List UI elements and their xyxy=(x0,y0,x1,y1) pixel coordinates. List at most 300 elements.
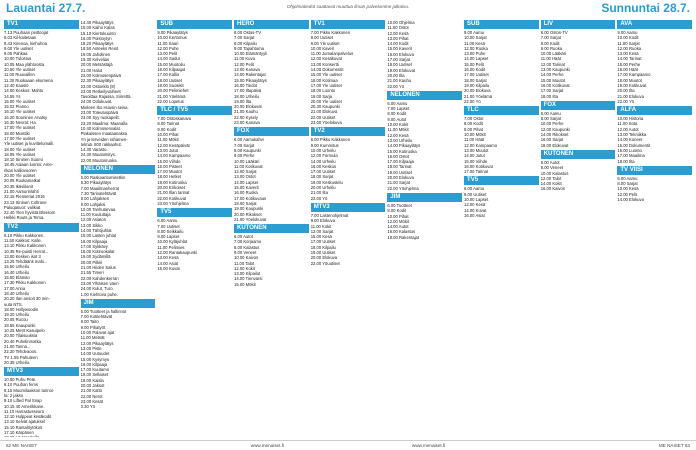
program-listing: 16.00 Sarjat xyxy=(540,137,564,143)
program-listing: 12.00 Pelit xyxy=(617,191,638,197)
program-listing: 13.00 Puhe xyxy=(464,51,486,57)
program-listing: 19.30 Kelvelias xyxy=(80,57,110,63)
program-listing: 9.00 Ruoka xyxy=(540,45,563,51)
program-listing: 20.00 Urheilu xyxy=(310,185,336,191)
program-listing: 23.00 Kesät xyxy=(80,398,104,404)
program-listing: 12.00 Kesäkuvat xyxy=(310,56,342,62)
page-number-right: 63 xyxy=(684,443,690,448)
program-listing: 16.30 Nevrat: Ha xyxy=(4,120,36,126)
program-listing: 11.00 Kuva xyxy=(234,56,255,62)
program-column xyxy=(157,20,232,437)
program-listing: 11.00 Kuuluttaja xyxy=(80,212,111,218)
program-listing: 8.00 Kodit xyxy=(540,40,560,46)
program-listing: 7.00 Sarjat xyxy=(540,35,561,41)
program-listing: 16.00 Pisteet xyxy=(157,163,182,169)
channel-block xyxy=(541,101,616,148)
channel-block xyxy=(157,20,232,104)
program-listing: 10.35 Re-puisti Herrat... xyxy=(4,248,49,254)
program-listing: 13.00 Pihat xyxy=(387,35,409,41)
program-listing: 16.00 Kotikuvat xyxy=(540,82,570,88)
program-listing: 7.13 Puuhaan peittoojat xyxy=(4,30,49,35)
program-listing: 18.00 Muistiki xyxy=(4,130,30,136)
program-listing: 12.00 Formula xyxy=(310,153,338,159)
program-listing: 6.00 Aamu xyxy=(157,218,178,224)
program-listing: 11.10 Harrastusseura xyxy=(4,408,44,414)
program-listing: 8.00 Tarinat xyxy=(157,121,180,127)
program-listing: 12.00 Kokit xyxy=(234,265,255,271)
program-listing: 8.00 Kodit xyxy=(387,111,407,117)
program-listing: 18.00 Kotiruokalat xyxy=(80,249,115,255)
program-listing: 17.00 Maailma xyxy=(617,153,645,159)
program-listing: 15.00 Viihde xyxy=(157,158,181,164)
program-listing: 12.00 Tarinat xyxy=(540,61,565,67)
program-listing: 18.00 Elokuvat xyxy=(540,142,569,148)
program-listing: 20.00 Elokuva xyxy=(310,255,338,261)
program-listing: 21.00 Kauhu xyxy=(234,109,258,115)
channel-block xyxy=(157,208,232,271)
program-listing: 18.00 Sarjat xyxy=(464,77,487,83)
program-listing: 10.00 Kaveri xyxy=(310,45,335,51)
program-listing: 23.13 Sininen Coltrane xyxy=(4,199,47,205)
program-listing: 19.20 Urheilu xyxy=(4,312,29,318)
channel-block xyxy=(311,127,386,201)
program-listing: 19.00 Ilta xyxy=(234,98,252,104)
channel-block xyxy=(387,193,462,240)
program-listing: 8.00 Kaupunki xyxy=(234,147,261,153)
program-listing: 18.40 Urheilu xyxy=(4,290,29,296)
program-listing: 14.00 Keskus: Mahtu xyxy=(4,88,44,94)
channel-header: SUB xyxy=(464,20,539,29)
program-listing: 8.43 Kirenoa, kiehuhoa xyxy=(4,40,48,46)
program-listing: 13.10 Pikku Kakkonen xyxy=(4,243,46,249)
program-listing: 14.00 Pikaaylätys xyxy=(387,143,421,149)
channel-block xyxy=(234,224,309,287)
program-listing: 22.00 Yöohjelma xyxy=(387,185,419,191)
program-listing: 14.00 Koneet xyxy=(617,137,643,143)
program-listing: 9.00 Perhe xyxy=(234,153,255,159)
program-listing: 18.50 Anteeks Reiot xyxy=(80,46,119,52)
program-listing: 9.05 Pahkaa xyxy=(4,51,28,57)
program-listing: 16.00 Häät xyxy=(617,67,638,73)
program-listing: 10.00 Lääkäri xyxy=(540,51,567,57)
program-listing: 22.00 Yö xyxy=(464,98,481,104)
program-listing: 10.00 Kyläjuhlat xyxy=(157,239,188,245)
program-listing: 8.00 Lahjaksen xyxy=(80,196,110,202)
program-listing: 6.30 Pikaaylätys xyxy=(80,180,112,186)
program-listing: 18.00 Luonto xyxy=(310,88,336,94)
program-listing: 15.00 Muutot xyxy=(540,77,566,83)
program-listing: 15.00 Kaiho Kalas xyxy=(80,25,115,31)
program-listing: 17.00 Kallio xyxy=(157,72,180,78)
program-listing: 12.00 Asiaton xyxy=(80,217,107,223)
program-listing: 21.00 Kauhu xyxy=(387,78,412,84)
program-listing: 7.00 Pikku Kakkonen xyxy=(310,30,351,35)
channel-block xyxy=(617,166,692,202)
program-listing: 15.10 Rantalöytökoit xyxy=(4,424,43,430)
program-listing: TV 1.55 Pahuteen xyxy=(4,354,38,360)
program-column xyxy=(541,20,616,437)
channel-header: FOX xyxy=(234,127,309,136)
page-footer xyxy=(0,440,696,450)
program-listing: 22.15 Pienseriat 2016 xyxy=(4,194,45,200)
program-listing: 21.00 Sarjat xyxy=(387,180,410,186)
program-listing: 10.00 Pihat xyxy=(157,132,179,138)
program-listing: 12.00 Rantakaupunki xyxy=(157,249,197,255)
program-listing: 15.00 Kotiruoka xyxy=(387,148,417,154)
program-column xyxy=(311,20,386,437)
channel-header: TV5 xyxy=(157,208,232,217)
program-listing: 6.10 Pikku Kakkonen. xyxy=(4,232,45,238)
program-listing: 15.00 Kysymys xyxy=(80,356,110,362)
program-listing: 22.00 Kolmosenpäivä xyxy=(80,72,121,78)
page-number-left: 62 xyxy=(6,443,12,448)
channel-block xyxy=(81,299,156,410)
program-listing: 17.00 Tarinat xyxy=(464,169,489,175)
brand-right: ME NAISET xyxy=(658,443,684,448)
program-listing: 16.00 Kodit xyxy=(464,67,486,73)
program-listing: 21.55 Timeri xyxy=(80,270,104,276)
program-listing: 21.00 Yöelokuvat xyxy=(234,216,267,222)
program-listing: 10.00 Tulostus xyxy=(4,56,32,62)
program-listing: 16.00 Elokuva xyxy=(387,51,414,57)
program-listing: 10.15 40 Amerikkane. xyxy=(4,403,45,409)
program-listing: 10.00 Tanhutarvaa xyxy=(80,206,116,212)
program-listing: rikan kalliovuoren xyxy=(4,167,37,173)
program-listing: 14.00 Autot xyxy=(387,224,409,230)
channel-header: FOX xyxy=(541,101,616,110)
program-listing: 16.00 Asiat xyxy=(464,212,485,218)
program-columns xyxy=(4,20,692,437)
program-listing: 11.00 Pelimies xyxy=(157,244,185,250)
program-listing: 15.00 Kaverit xyxy=(234,185,259,191)
program-listing: 16.00 Kotimaa xyxy=(310,77,338,83)
program-listing: 15.00 Lasten juhlat xyxy=(80,233,117,239)
program-listing: 6.00 Tuotteet ja hallinnot xyxy=(80,308,127,314)
program-listing: 18.00 Hollywoodin xyxy=(4,306,39,312)
channel-block xyxy=(387,91,462,191)
program-listing: 7.00 Ostot xyxy=(464,116,484,122)
program-listing: 14.00 Lapset xyxy=(464,56,489,62)
program-listing: Helkki Ruuts ja Tema. xyxy=(4,215,45,221)
program-listing: 18.00 Ilta xyxy=(617,158,635,164)
program-listing: 17.00 Kotikuvaus xyxy=(234,195,267,201)
program-listing: 10.00 Mökit xyxy=(464,132,486,138)
program-listing: 9.00 Kodit xyxy=(157,126,177,132)
program-listing: 11.00 Kesä xyxy=(464,40,485,46)
program-listing: 12.10 Hulppeat kesäkodit xyxy=(4,414,52,420)
program-listing: 19.00 Uutiset xyxy=(310,249,336,255)
program-listing: 12.00 Ruoka xyxy=(617,45,642,51)
channel-block xyxy=(541,150,616,192)
program-listing: 1.00 Kiehtova puhe. xyxy=(80,291,118,297)
program-listing: 9.00 Lahjaksi xyxy=(80,201,106,207)
program-listing: 19.00 Kotiruoka xyxy=(157,179,187,185)
program-listing: 7.30 Tarinatehtävät xyxy=(80,190,117,196)
channel-block xyxy=(234,20,309,125)
program-listing: 12.00 Kesä xyxy=(387,132,409,138)
program-listing: 16.00 Kilpaajat xyxy=(157,67,186,73)
footer-center xyxy=(0,442,696,449)
program-listing: 17.00 Kuutamo xyxy=(80,367,110,373)
program-listing: 13.00 Kesä xyxy=(617,51,639,57)
program-listing: 20.00 Erikoiset xyxy=(157,185,186,191)
program-listing: 6.00 Aamu xyxy=(464,186,485,192)
program-listing: Tavoittaa Rajassa, Siirrettä. xyxy=(80,94,132,100)
channel-header: TLC / TV5 xyxy=(157,106,232,115)
program-listing: 13.00 Kilpailut xyxy=(234,271,261,277)
program-listing: 16.00 Poistoytyn xyxy=(80,35,112,41)
program-listing: 9.00 Aamu xyxy=(464,30,485,35)
program-listing: 16.20 Sooninen Anatsy xyxy=(4,114,48,120)
program-listing: 20.00 Pilkiri xyxy=(80,259,103,265)
program-listing: 7.00 Korjaamo xyxy=(234,239,262,245)
program-listing: 21.00 Yöelämä xyxy=(157,93,186,99)
program-listing: 12.00 Kesä xyxy=(464,202,486,208)
channel-block xyxy=(464,20,539,104)
program-listing: 18.00 Sellaiset xyxy=(80,372,109,378)
program-listing: 23.00 Toteutuspäivä xyxy=(80,110,119,116)
program-listing: 18.00 Uutiset xyxy=(157,77,183,83)
program-listing: 6.00 Aamu xyxy=(387,100,408,106)
program-listing: 14.30 Varasto. xyxy=(80,147,108,153)
program-listing: 18.00 Ilta xyxy=(540,93,558,99)
program-listing: 16.00 Kotikuvat xyxy=(464,163,493,169)
program-listing: 13.00 Ostot xyxy=(234,174,256,180)
channel-block xyxy=(4,223,79,365)
program-listing: 13.00 Kesä xyxy=(157,255,179,261)
program-listing: 14.00 Dokumentit xyxy=(310,67,344,73)
program-listing: 12.00 Mökit xyxy=(387,218,410,224)
program-listing: 16.00 Tiedot xyxy=(234,82,258,88)
program-listing: 20.00 Elokuva xyxy=(387,175,414,181)
program-listing: 17.00 Yle uutiset xyxy=(4,135,36,141)
program-listing: 16.00 Luonto xyxy=(617,147,642,153)
program-listing: 14.00 Jutut xyxy=(464,153,485,159)
program-listing: 17.00 Sarjat xyxy=(387,57,410,63)
program-listing: 12.00 Ruoka xyxy=(464,45,488,51)
program-listing: 9.00 Aamu xyxy=(617,30,638,35)
program-listing: 22.20 Tehdeaoos. xyxy=(4,349,38,355)
program-listing: 14.00 Kampaamo xyxy=(157,153,191,159)
program-listing: 22.00 Lopetus xyxy=(157,98,184,104)
program-listing: 11.00 Häät xyxy=(540,56,561,62)
program-listing: 13.00 Jutut xyxy=(157,147,179,153)
program-listing: 12.00 Kesä xyxy=(387,30,409,36)
program-listing: 11.00 Kotikuvat xyxy=(234,163,263,169)
program-listing: 16.00 Kilpaaja xyxy=(80,238,108,244)
program-listing: 20.00 Rikokset xyxy=(234,211,262,217)
program-listing: 20.20 Ilan ansoit 30 min- xyxy=(4,296,50,302)
program-listing: 11.00 Mökit xyxy=(157,137,179,143)
program-listing: 8.00 Taito xyxy=(80,319,99,325)
brand-left: ME NAISET xyxy=(12,443,38,448)
program-listing: 20.00 Yle uutiset xyxy=(310,98,342,104)
program-listing: 23.00 Kanava xyxy=(234,120,260,126)
program-listing: 8.00 Kodit xyxy=(387,208,407,214)
program-listing: 9.00 Autot xyxy=(387,116,407,122)
program-listing: 15.00 Dokumentit xyxy=(617,142,651,148)
program-listing: 10.00 Palavat ajat xyxy=(80,330,115,336)
program-listing: 12.00 Autot xyxy=(617,126,639,132)
program-listing: 13.00 Pelit xyxy=(157,51,178,57)
channel-block xyxy=(81,165,156,297)
program-listing: 10.00 Perhe xyxy=(540,121,564,127)
channel-header: TLC xyxy=(464,106,539,115)
program-listing: 9.00 Lapset xyxy=(157,234,180,240)
channel-block xyxy=(157,106,232,206)
program-listing: 11.00 Ostot xyxy=(387,25,409,31)
site-url-left[interactable]: www.menaiset.fi xyxy=(250,443,284,448)
channel-header: TV5 xyxy=(464,176,539,185)
channel-header: LIV xyxy=(541,20,616,29)
program-column xyxy=(464,20,539,437)
program-listing: 14.00 Tarinat xyxy=(617,56,642,62)
program-listing: 20.35 Ikäviilanit xyxy=(4,183,33,189)
program-listing: 20.00 Tilaisuuksia xyxy=(4,333,38,339)
program-listing: 10.00 Kokit xyxy=(387,122,409,128)
program-listing: 10.25 Metrt Kasuipelo xyxy=(4,328,45,334)
program-listing: 10.00 Ohjelma xyxy=(387,20,415,25)
program-listing: 18.00 Yle uutiset xyxy=(4,146,36,152)
program-listing: 11.00 Metsät xyxy=(80,335,105,341)
program-listing: 22.00 Yöuutiset xyxy=(310,260,340,266)
program-listing: 22.00 Yö xyxy=(310,195,328,201)
program-listing: 17.00 Yle uutiset xyxy=(4,125,36,131)
channel-block xyxy=(387,20,462,89)
program-listing: 11.00 Sota xyxy=(617,121,638,127)
program-listing: 15.00 Yle uutiset xyxy=(310,72,342,78)
program-listing: 9.00 Yle uutiset xyxy=(4,45,33,51)
program-listing: 6.00 Aamukahvi xyxy=(234,137,264,143)
program-listing: 20.00 Jaksot xyxy=(80,383,105,388)
program-listing: 19.00 Suosikit xyxy=(157,82,184,88)
program-listing: 7.00 Uutiset xyxy=(157,223,180,229)
program-listing: 19.00 Kotikuvat xyxy=(617,82,647,88)
program-listing: 17.00 Sykkävy xyxy=(80,243,108,249)
program-listing: 14.00 Rakentajat xyxy=(234,72,266,78)
program-listing: Yn ja terveiden rahamen- xyxy=(80,136,128,142)
program-listing: 10.00 Sarjat xyxy=(464,35,487,41)
program-listing: 12.00 Pelit xyxy=(234,61,254,67)
program-listing: 14.55 Ys xyxy=(4,93,21,99)
program-listing: 17.00 Sarjat xyxy=(540,88,564,94)
program-listing: 21.00 Illan tarinat xyxy=(157,190,190,196)
program-listing: 19.00 Uutiset xyxy=(387,169,413,175)
program-listing: 13.00 Konsertti xyxy=(310,61,339,67)
program-listing: 22.00 Uutiset xyxy=(310,114,336,120)
program-listing: 22.40 Ylen hyvistä Blossom xyxy=(4,210,56,216)
program-listing: 10.00 Historia xyxy=(617,116,644,122)
program-listing: 13.00 Kaupunki xyxy=(540,67,570,73)
program-listing: 12.00 Kampaamo xyxy=(464,142,498,148)
program-listing: 24.00 Kulut, Turo. xyxy=(80,286,114,292)
channel-block xyxy=(464,176,539,218)
program-listing: 20.05 Rucou xyxy=(4,317,28,323)
program-listing: 15.00 Kesä xyxy=(310,234,332,240)
program-listing: 21.00 Katto xyxy=(80,388,103,394)
program-listing: 23.00 Ostoeklü (8) xyxy=(80,83,116,89)
program-listing: 7.00 Kotitehtävät xyxy=(80,314,113,320)
program-listing: 11.00 Saari xyxy=(157,40,179,46)
program-listing: 10.00 Kaivos xyxy=(234,255,259,261)
program-listing: 20.00 Ilta xyxy=(617,88,635,94)
program-listing: Mieleen Ibo Huusin seisa. xyxy=(80,104,129,110)
program-listing: 13.25 Tehdäänk mahi... xyxy=(4,259,48,265)
program-listing: 10.05 Maa ylähtoosta xyxy=(4,61,45,67)
program-listing: 9.00 Kummitus xyxy=(310,142,339,148)
program-listing: 9.00 Pihat xyxy=(464,126,483,132)
program-listing: 6.00 Tuotteet xyxy=(387,202,412,208)
program-listing: 6.00 Pikku Kakkonen xyxy=(310,137,351,143)
program-listing: 21.00 Tanna... xyxy=(4,343,31,349)
day-title-sunday: Sunnuntai 28.7. xyxy=(601,1,690,15)
program-listing: 16.10 Yle uutiset xyxy=(4,109,36,115)
program-listing: 18.20 Pikaaylätys xyxy=(80,41,114,47)
program-listing: 10.00 Elämäntyyli xyxy=(234,51,268,57)
program-listing: 15.50 Urheilu xyxy=(4,264,29,270)
site-url-right[interactable]: www.menaiset.fi xyxy=(412,443,446,448)
program-listing: 10.50 Yle uutiset xyxy=(4,67,36,73)
program-listing: 13.00 Sikko xyxy=(80,222,103,228)
program-listing: 15.00 Pikaaylätys xyxy=(234,77,267,83)
program-listing: 21.00 Aamurinlahti xyxy=(4,188,39,194)
program-listing: 21.00 Halut xyxy=(80,67,103,73)
channel-block xyxy=(617,20,692,104)
program-listing: 20.00 Elokuva xyxy=(464,88,491,94)
channel-block xyxy=(541,20,616,99)
program-listing: 8.00 Kalastus xyxy=(234,244,260,250)
program-listing: 19.00 Sydämillä xyxy=(80,254,111,260)
program-listing: 10.00 Kalastus xyxy=(540,170,569,176)
program-listing: 6.00 Autot xyxy=(234,234,253,240)
channel-header: MTV3 xyxy=(311,203,386,212)
program-listing: 7.00 Lastenohjelmat xyxy=(310,212,349,218)
program-listing: 0.30 Yö xyxy=(80,404,96,410)
program-listing: 7.00 Lapset xyxy=(387,106,410,112)
program-listing: 18.00 Sarjat xyxy=(310,174,334,180)
program-listing xyxy=(4,435,79,437)
program-listing: 7.00 Sarjat xyxy=(234,142,255,148)
program-listing: 14.00 Lapset xyxy=(234,179,259,185)
program-listing: 23.00 Retkeilyvaiheet xyxy=(80,88,121,94)
program-listing: 18.00 Tarinat xyxy=(387,164,412,170)
program-listing: 11.30 Ruokaaan ekumena xyxy=(4,77,53,83)
program-listing: 18.45 Aalaan luonto: Ame- xyxy=(4,162,54,168)
program-listing: 8.00 Kilpailu xyxy=(234,40,257,46)
program-listing: 6.00 Raskaantumisetkin xyxy=(80,175,126,181)
program-listing: 14.00 Uutuudet xyxy=(80,351,110,357)
program-listing: 15.00 Perhe xyxy=(617,61,641,67)
program-listing: 9.00 Pihatyöt xyxy=(80,324,106,330)
channel-block xyxy=(234,127,309,222)
channel-header: KUTONEN xyxy=(541,150,616,159)
program-listing: 14.00 Urheilu xyxy=(310,158,336,164)
program-listing: 14.40 Pikaaylätys xyxy=(80,20,114,25)
program-listing: 13.00 Urheilu xyxy=(387,137,413,143)
channel-header: HERO xyxy=(234,20,309,29)
channel-header: NELONEN xyxy=(81,165,156,174)
day-title-saturday: Lauantai 27.7. xyxy=(6,1,86,15)
program-listing: 15.00 Mökit xyxy=(234,281,256,287)
program-listing: 22.00 Nerot xyxy=(80,393,103,399)
program-listing: 19.00 Sarja xyxy=(310,93,333,99)
program-listing: 11.00 Häät xyxy=(464,137,485,143)
program-listing: 7.00 Maailmanherrat xyxy=(80,185,120,191)
program-listing: 21.00 Yöelämä xyxy=(464,93,493,99)
program-listing: 15.00 Kaverit xyxy=(387,46,413,52)
program-listing: 10.00 Pihat xyxy=(387,213,409,219)
program-listing: Yle uutiset ja kuvittelumalli. xyxy=(4,141,55,147)
